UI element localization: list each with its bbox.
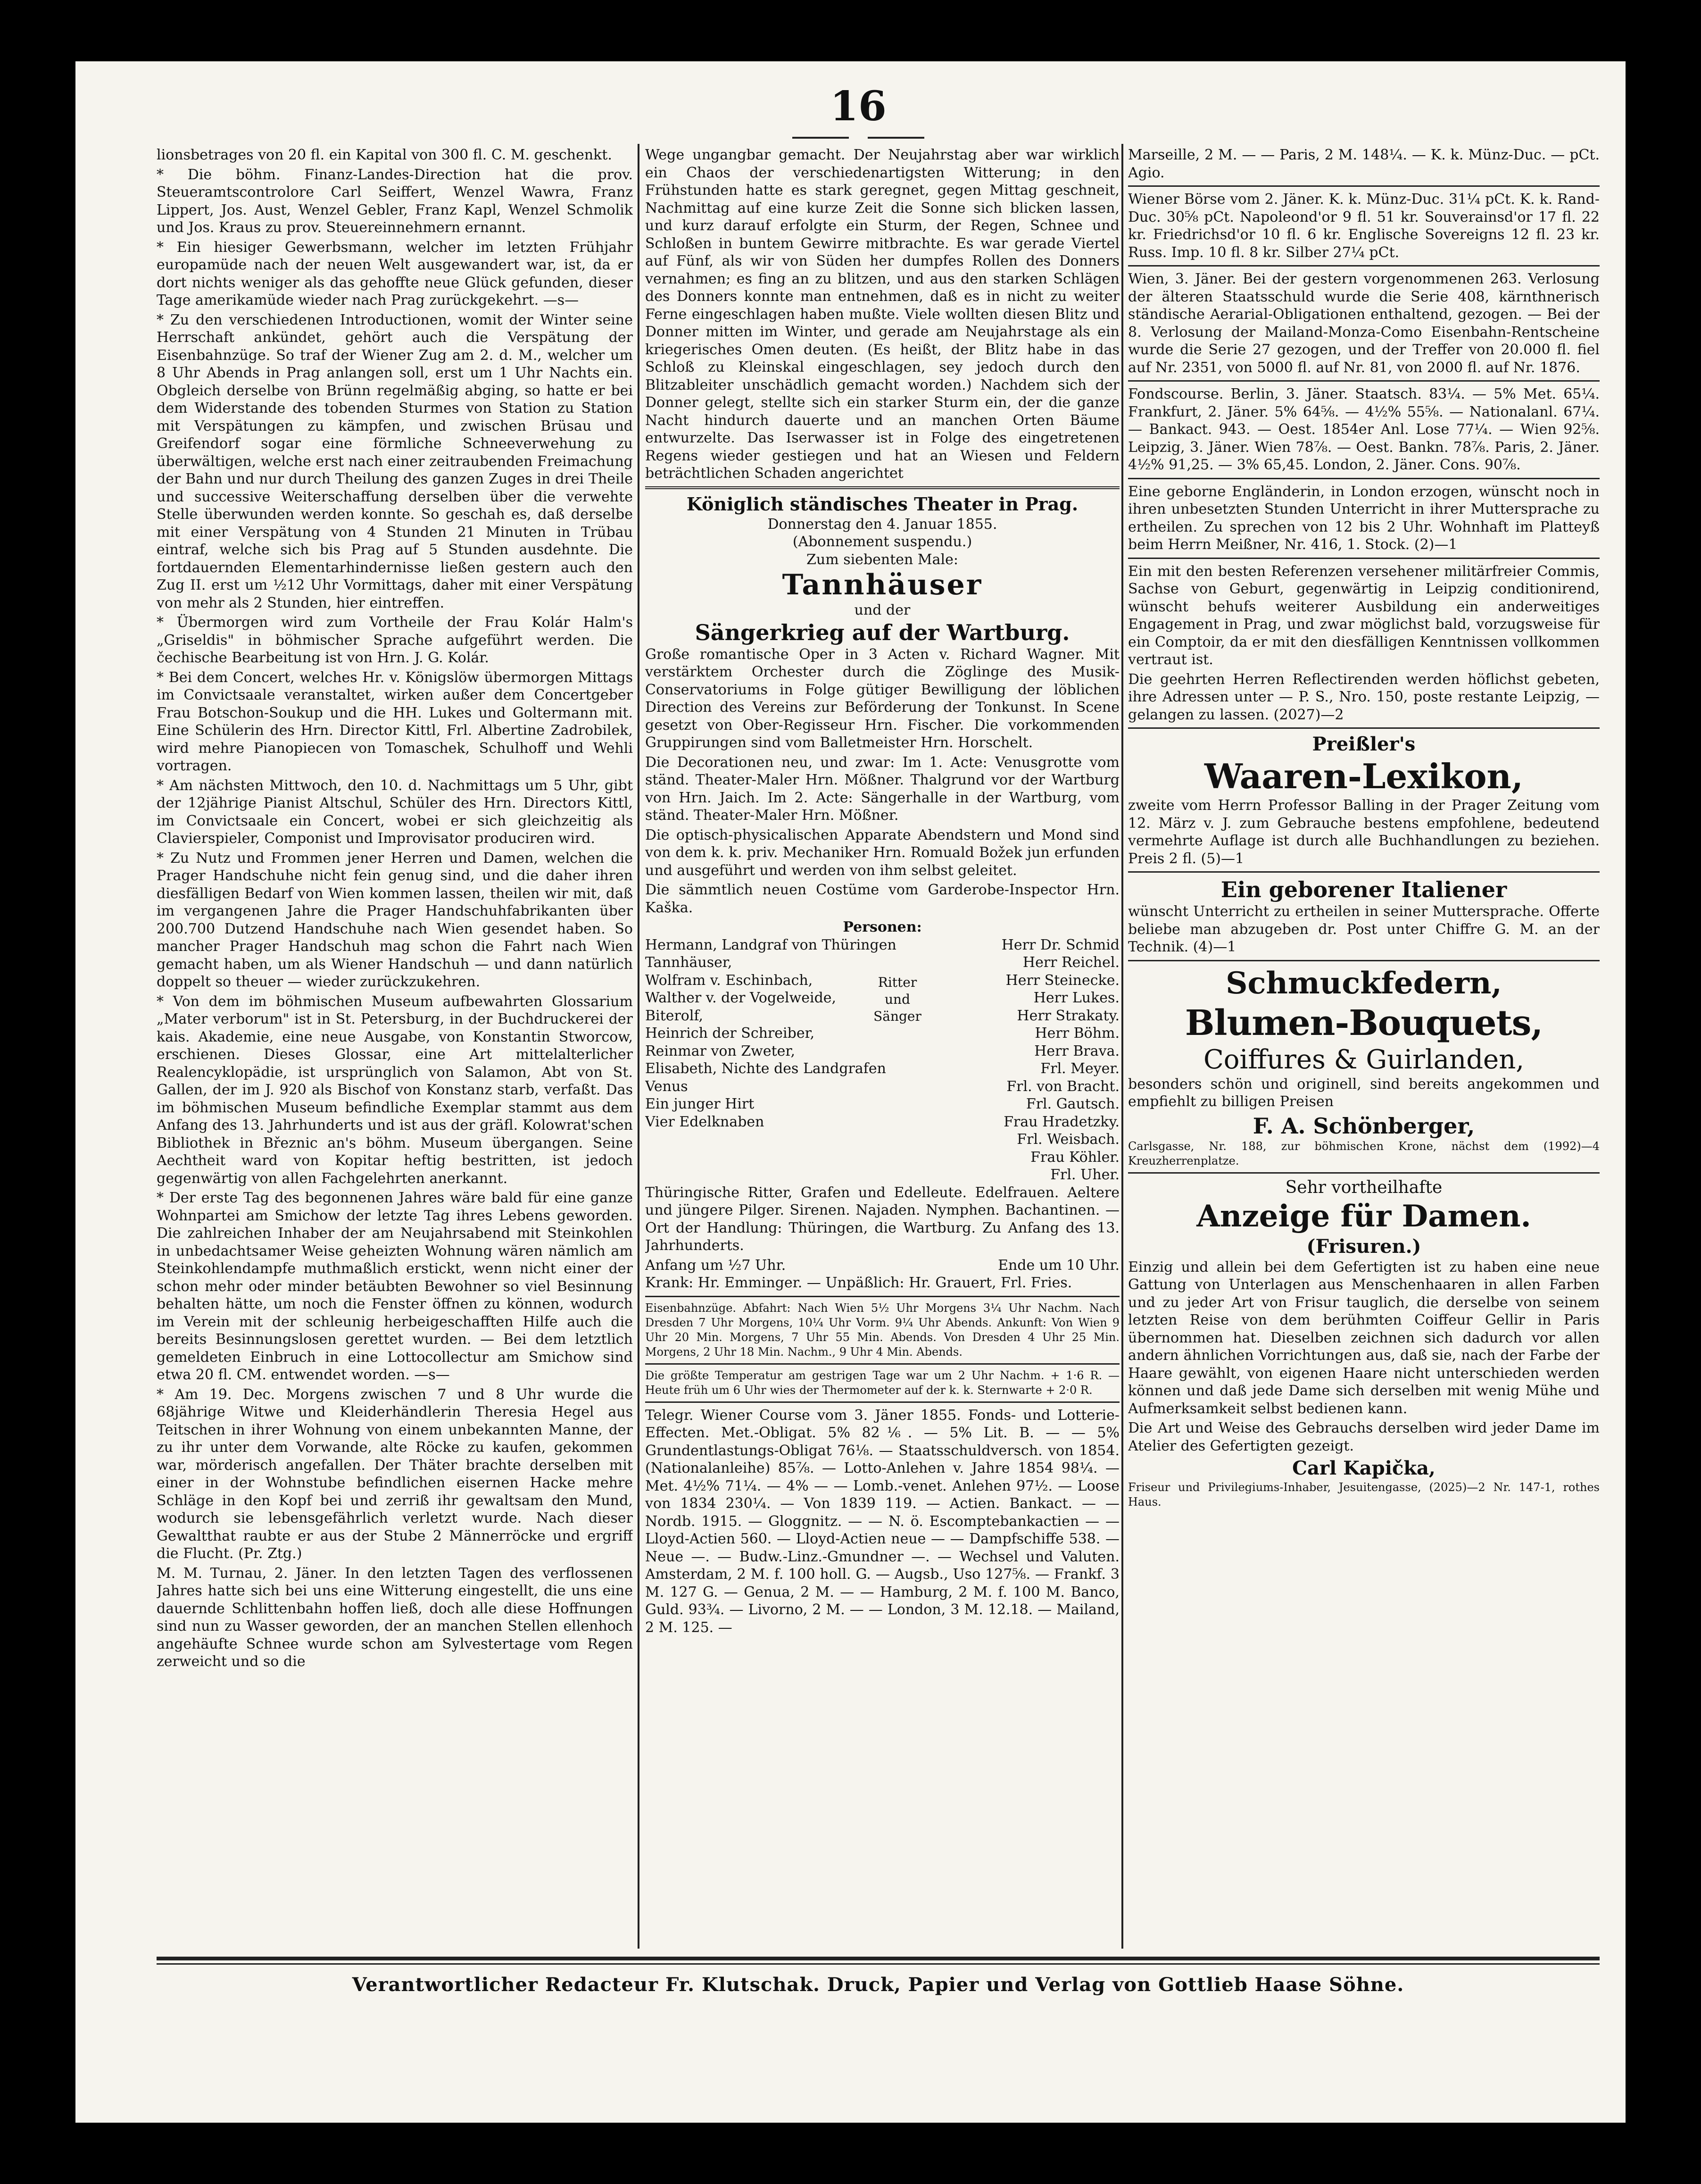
- theater-abonnement: (Abonnement suspendu.): [792, 533, 972, 550]
- ad-ladies-title: Anzeige für Damen.: [1196, 1198, 1531, 1234]
- column-divider: [638, 144, 639, 1949]
- cast-list: [645, 936, 1120, 1184]
- cast-row: Frl. Weisbach.: [1017, 1131, 1120, 1148]
- cast-row: Walther v. der Vogelweide, Herr Lukes.: [645, 990, 1120, 1006]
- fund-rates: Fondscourse. Berlin, 3. Jäner. Staatsch. 83¼. — 5% Met. 65¼. Frankfurt, 2. Jäner. 5% 64⅝. — 4½% 55⅝. — Nationalanl. 67¼. — Bankact. 943. — Oest. 1854er Anl. Lose 77¼. — Wien 92⅝. Leipzig, 3. Jäner. Wien 78⅞. — Oest. Bankn. 78⅞. Paris, 2. Jäner. 4½% 91,25. — 3% 65,45. London, 2. Jäner. Cons. 90⅞.: [1128, 386, 1600, 473]
- theater-date: Donnerstag den 4. Januar 1855.: [767, 516, 997, 533]
- column-1: [157, 146, 633, 1951]
- ad-english-lessons: Eine geborne Engländerin, in London erzogen, wünscht noch in ihren unbesetzten Stunden Unterricht in ihrer Muttersprache zu ertheilen. Zu sprechen von 12 bis 2 Uhr. Wohnhaft im Platteyß beim Herrn Meißner, Nr. 416, 1. Stock. (2)—1: [1128, 483, 1600, 553]
- ad-ladies-address: Friseur und Privilegiums-Inhaber, Jesuitengasse, (2025)—2 Nr. 147-1, rothes Haus.: [1128, 1481, 1600, 1509]
- ad-ladies-body2: Die Art und Weise des Gebrauchs derselben wird jeder Dame im Atelier des Gefertigten gezeigt.: [1128, 1420, 1600, 1454]
- ad-ladies-subtitle: (Frisuren.): [1306, 1235, 1421, 1258]
- column-divider: [1121, 144, 1123, 1949]
- ad-feathers-name: F. A. Schönberger,: [1253, 1113, 1475, 1139]
- news-item: lionsbetrages von 20 fl. ein Kapital von 300 fl. C. M. geschenkt.: [157, 147, 612, 163]
- news-item: * Am nächsten Mittwoch, den 10. d. Nachmittags um 5 Uhr, gibt der 12jährige Pianist Altschul, Schüler des Hrn. Directors Kittl, im Convictsaale ein Concert, wobei er sich gleichzeitig als Clavierspieler, Componist und Improvisator produciren wird.: [157, 777, 633, 847]
- page-number: 16: [830, 83, 887, 130]
- footer-rule-thin: [157, 1963, 1600, 1965]
- opera-costumes: Die sämmtlich neuen Costüme vom Garderobe-Inspector Hrn. Kaška.: [645, 882, 1120, 916]
- exchange-rates-cont: Marseille, 2 M. — — Paris, 2 M. 148¼. — K. k. Münz-Duc. — pCt. Agio.: [1128, 147, 1600, 181]
- page-number-rule-left: [792, 137, 849, 139]
- ad-lexikon-body: zweite vom Herrn Professor Balling in der Prager Zeitung vom 12. März v. J. zum Gebrauche bestens empfohlene, bedeutend vermehrte Auflage ist durch alle Buchhandlungen zu beziehen. Preis 2 fl. (5)—1: [1128, 797, 1600, 867]
- column-3: [1128, 146, 1600, 1951]
- divider: [1128, 265, 1600, 267]
- ad-feathers-line2: Blumen-Bouquets,: [1185, 1002, 1543, 1043]
- news-item: * Zu Nutz und Frommen jener Herren und Damen, welchen die Prager Handschuhe nicht fein genug sind, und die daher ihren diesfälligen Bedarf von Wien kommen lassen, theilen wir mit, daß im vergangenen Jahre die Prager Handschuhfabrikanten über 200.700 Dutzend Handschuhe nach Wien gesendet haben. So mancher Prager Handschuh mag schon die Fahrt nach Wien gemacht haben, um als Wiener Handschuh — und dann natürlich doppelt so theuer — wieder zurückzukehren.: [157, 850, 633, 990]
- ad-ladies-body: Einzig und allein bei dem Gefertigten ist zu haben eine neue Gattung von Unterlagen aus Menschenhaaren in allen Farben und zu jeder Art von Frisur tauglich, die derselbe von seinem letzten Reise von dem berühmten Coiffeur Gellir in Paris übernommen hat. Dieselben zeichnen sich dadurch vor allen andern ähnlichen Vorrichtungen aus, daß sie, nach der Farbe der Haare gewählt, von eigenen Haare nicht unterschieden werden können und daß jede Dame sich derselben mit wenig Mühe und Aufmerksamkeit selbst bedienen kann.: [1128, 1259, 1600, 1417]
- cast-heading: Personen:: [843, 919, 922, 935]
- divider: [1128, 558, 1600, 559]
- divider: [1128, 871, 1600, 873]
- page-number-rule-right: [868, 137, 924, 139]
- opera-title: Tannhäuser: [782, 568, 983, 601]
- temperature-report: Die größte Temperatur am gestrigen Tage war um 2 Uhr Nachm. + 1·6 R. — Heute früh um 6 Uhr wies der Thermometer auf der k. k. Sternwarte + 2·0 R.: [645, 1368, 1120, 1397]
- cast-row: Reinmar von Zweter, Herr Brava.: [645, 1042, 1120, 1059]
- divider: [1128, 960, 1600, 961]
- ritter-bracket-label: Ritter und Sänger: [873, 974, 921, 1024]
- news-item: * Der erste Tag des begonnenen Jahres wäre bald für eine ganze Wohnpartei am Smichow der letzte Tag ihres Lebens geworden. Die zahlreichen Inhaber der am Neujahrsabend mit Steinkohlen in unbedachtsamer Weise geheizten Wohnung wären nämlich am Steinkohlendampfe muthmaßlich erstickt, wenn nicht einer der schon mehr oder minder betäubten Bewohner so viel Besinnung behalten hätte, um noch die Fenster öffnen zu können, wodurch im Verein mit der schleunig herbeigeschafften Hilfe auch die bereits Besinnungslosen gerettet wurden. — Bei dem letztlich gemeldeten Einbruch in eine Lottocollectur am Smichow sind etwa 20 fl. CM. entwendet worden. —s—: [157, 1190, 633, 1383]
- divider: [1128, 478, 1600, 479]
- opera-times: Anfang um ½7 Uhr. Ende um 10 Uhr.: [645, 1257, 1120, 1274]
- ad-feathers-line3: Coiffures & Guirlanden,: [1203, 1044, 1525, 1075]
- opera-und: und der: [854, 602, 911, 618]
- news-item: * Ein hiesiger Gewerbsmann, welcher im letzten Frühjahr europamüde nach der neuen Welt ausgewandert war, ist, da er dort nichts weniger als das gehoffte neue Glück gefunden, dieser Tage amerikamüde wieder nach Prag zurückgekehrt. —s—: [157, 239, 633, 308]
- opera-decorations: Die Decorationen neu, und zwar: Im 1. Acte: Venusgrotte vom ständ. Theater-Maler Hrn. Mößner. Thalgrund vor der Wartburg von Hrn. Jaich. Im 2. Acte: Sängerhalle in der Wartburg, vom ständ. Theater-Maler Hrn. Mößner.: [645, 754, 1120, 824]
- ad-lexikon-title: Waaren-Lexikon,: [1204, 756, 1523, 796]
- column-2: [645, 146, 1120, 1951]
- cast-row: Frl. Uher.: [1050, 1167, 1120, 1183]
- ad-italian-body: wünscht Unterricht zu ertheilen in seiner Muttersprache. Offerte beliebe man abzugeben dr. Post unter Chiffre G. M. an der Technik. (4)—1: [1128, 903, 1600, 955]
- cast-row: Wolfram v. Eschinbach, Herr Steinecke.: [645, 972, 1120, 989]
- news-item: * Zu den verschiedenen Introductionen, womit der Winter seine Herrschaft ankündet, gehört auch die Verspätung der Eisenbahnzüge. So traf der Wiener Zug am 2. d. M., welcher um 8 Uhr Abends in Prag anlangen soll, erst um 1 Uhr Nachts ein. Obgleich derselbe von Brünn regelmäßig abging, so hatte er bei dem Widerstande des tobenden Sturmes von Station zu Station mit Verspätungen zu kämpfen, und zwischen Brüsau und Greifendorf sogar eine förmliche Schneeverwehung zu überwältigen, welche erst nach einer zeitraubenden Freimachung der Bahn und nur durch Theilung des ganzen Zuges in drei Theile und successive Weiterschaffung derselben über die verwehte Stelle überwunden werden konnte. So geschah es, daß derselbe mit einer Verspätung von 4 Stunden 21 Minuten in Trübau eintraf, welche sich bis Prag auf 5 Stunden ausdehnte. Die fortdauernden Elementarhindernisse ließen gestern auch den Zug II. erst um ½12 Uhr Vormittags, daher mit einer Verspätung von mehr als 2 Stunden, hier eintreffen.: [157, 311, 633, 611]
- vienna-bourse: Wiener Börse vom 2. Jäner. K. k. Münz-Duc. 31¼ pCt. K. k. Rand-Duc. 30⅝ pCt. Napoleond'or 9 fl. 51 kr. Souverainsd'or 17 fl. 22 kr. Friedrichsd'or 10 fl. 6 kr. Englische Sovereigns 12 fl. 23 kr. Russ. Imp. 10 fl. 8 kr. Silber 27¼ pCt.: [1128, 191, 1600, 261]
- imprint-footer: Verantwortlicher Redacteur Fr. Klutschak. Druck, Papier und Verlag von Gottlieb Haase Söhne.: [352, 1974, 1404, 1996]
- news-item: M. M. Turnau, 2. Jäner. In den letzten Tagen des verflossenen Jahres hatte sich bei uns eine Witterung eingestellt, die uns eine dauernde Schlittenbahn hoffen ließ, doch alle diese Hoffnungen sind nun zu Wasser geworden, der an manchen Stellen ellenhoch angehäufte Schnee wurde schon am Sylvestertage vom Regen zerweicht und so die: [157, 1565, 633, 1670]
- ad-ladies-pre: Sehr vortheilhafte: [1285, 1177, 1443, 1197]
- ad-feathers-line1: Schmuckfedern,: [1226, 965, 1502, 1001]
- news-item: * Übermorgen wird zum Vortheile der Frau Kolár Halm's „Griseldis" in böhmischer Sprache aufgeführt werden. Die čechische Bearbeitung ist von Hrn. J. G. Kolár.: [157, 614, 633, 666]
- railway-times: Eisenbahnzüge. Abfahrt: Nach Wien 5½ Uhr Morgens 3¼ Uhr Nachm. Nach Dresden 7 Uhr Morgens, 10¼ Uhr Vorm. 9¼ Uhr Abends. Ankunft: Von Wien 9 Uhr 20 Min. Morgens, 7 Uhr 55 Min. Abends. Von Dresden 4 Uhr 25 Min. Morgens, 2 Uhr 18 Min. Nachm., 9 Uhr 4 Min. Abends.: [645, 1301, 1120, 1359]
- theater-performance: Zum siebenten Male:: [806, 551, 958, 568]
- divider: [1128, 185, 1600, 187]
- ad-commis: Ein mit den besten Referenzen versehener militärfreier Commis, Sachse von Geburt, gegenwärtig in Leipzig conditionirend, wünscht behufs weiterer Ausbildung ein anderweitiges Engagement in Prag, und zwar möglichst bald, vorzugsweise für ein Comptoir, da er mit den diesfälligen Kenntnissen vollkommen vertraut ist.: [1128, 563, 1600, 668]
- opera-chorus: Thüringische Ritter, Grafen und Edelleute. Edelfrauen. Aeltere und jüngere Pilger. Sirenen. Najaden. Nymphen. Bachantinen. — Ort der Handlung: Thüringen, die Wartburg. Zu Anfang des 13. Jahrhunderts.: [645, 1184, 1120, 1254]
- opera-sick: Krank: Hr. Emminger. — Unpäßlich: Hr. Grauert, Frl. Fries.: [645, 1275, 1072, 1291]
- ad-lexikon-pre: Preißler's: [1312, 733, 1416, 755]
- opera-description: Große romantische Oper in 3 Acten v. Richard Wagner. Mit verstärktem Orchester durch die Zöglinge des Musik-Conservatoriums in Folge gütiger Bewilligung der löblichen Direction des Vereins zur Beförderung der Tonkunst. In Scene gesetzt von Ober-Regisseur Hrn. Fischer. Die vorkommenden Gruppirungen sind vom Balletmeister Hrn. Horschelt.: [645, 646, 1120, 751]
- divider: [645, 1401, 1120, 1403]
- divider: [1128, 1172, 1600, 1174]
- ad-feathers-body: besonders schön und originell, sind bereits angekommen und empfiehlt zu billigen Preisen: [1128, 1075, 1600, 1110]
- ad-italian-title: Ein geborener Italiener: [1220, 877, 1507, 902]
- footer-rule-thick: [157, 1957, 1600, 1960]
- divider: [1128, 380, 1600, 382]
- cast-row: Biterolf, Herr Strakaty.: [645, 1007, 1120, 1024]
- newspaper-page: [75, 61, 1626, 2123]
- theater-title: Königlich ständisches Theater in Prag.: [686, 493, 1079, 515]
- news-item: * Von dem im böhmischen Museum aufbewahrten Glossarium „Mater verborum" ist in St. Petersburg, in der Buchdruckerei der kais. Akademie, eine neue Ausgabe, von Konstantin Stworcow, erschienen. Dieses Glossar, eine Art mittelalterlicher Realencyklopädie, ist ursprünglich von Salamon, Abt von St. Gallen, der im J. 920 als Bischof von Konstanz starb, verfaßt. Das im böhmischen Museum befindliche Exemplar stammt aus dem Anfang des 13. Jahrhunderts und ist aus der gräfl. Kolowrat'schen Bibliothek in Březnic an's böhm. Museum übergangen. Seine Aechtheit ward von Kopitar heftig bestritten, ist jedoch gegenwärtig von allen Fachgelehrten anerkannt.: [157, 993, 633, 1187]
- exchange-rates: Telegr. Wiener Course vom 3. Jäner 1855. Fonds- und Lotterie-Effecten. Met.-Obligat. 5% 82⅙. — 5% Lit. B. — — 5% Grundentlastungs-Obligat 76⅛. — Staatsschuldversch. von 1854. (Nationalanleihe) 85⅞. — Lotto-Anlehen v. Jahre 1854 98¼. — Met. 4½% 71¼. — 4% — — Lomb.-venet. Anlehen 97½. — Loose von 1834 230¼. — Von 1839 119. — Actien. Bankact. — — Nordb. 1915. — Gloggnitz. — — N. ö. Escomptebankactien — — Lloyd-Actien 560. — Lloyd-Actien neue — — Dampfschiffe 538. — Neue —. — Budw.-Linz.-Gmundner —. — Wechsel und Valuten. Amsterdam, 2 M. f. 100 holl. G. — Augsb., Uso 127⅝. — Frankf. 3 M. 127 G. — Genua, 2 M. — — Hamburg, 2 M. f. 100 M. Banco, Guld. 93¾. — Livorno, 2 M. — — London, 3 M. 12.18. — Mailand, 2 M. 125. —: [645, 1407, 1120, 1636]
- news-item: * Am 19. Dec. Morgens zwischen 7 und 8 Uhr wurde die 68jährige Witwe und Kleiderhändlerin Theresia Hegel aus Teitschen in ihrer Wohnung von einem unbekannten Manne, der zu ihr unter dem Vorwande, alte Röcke zu kaufen, gekommen war, mörderisch angefallen. Der Thäter brachte derselben mit einer in der Wohnstube befindlichen eisernen Hacke mehre Schläge in den Kopf bei und zerriß ihr gewaltsam den Mund, wodurch sie lebensgefährlich verletzt wurde. Nach dieser Gewaltthat raubte er aus der Stube 2 Männerröcke und ergriff die Flucht. (Pr. Ztg.): [157, 1386, 633, 1562]
- cast-row: Elisabeth, Nichte des Landgrafen Frl. Meyer.: [645, 1060, 1120, 1077]
- news-item: Wege ungangbar gemacht. Der Neujahrstag aber war wirklich ein Chaos der verschiedenartigsten Witterung; in den Frühstunden hatte es stark geregnet, gegen Mittag geschneit, Nachmittag auf eine kurze Zeit die Sonne sich blicken lassen, und kurz darauf erfolgte ein Sturm, der Regen, Schnee und Schloßen in buntem Gewirre mitbrachte. Es war gerade Viertel auf Fünf, als wir von Süden her dumpfes Rollen des Donners vernahmen; es fing an zu blitzen, und aus den starken Schlägen des Donners konnte man entnehmen, daß es in nicht zu weiter Ferne eingeschlagen haben mußte. Viele wollten diesen Blitz und Donner mitten im Winter, und gerade am Neujahrstage als ein kriegerisches Omen deuten. (Es heißt, der Blitz habe in das Schloß zu Kleinskal eingeschlagen, sey jedoch durch den Blitzableiter unschädlich gemacht worden.) Nachdem sich der Donner gelegt, stellte sich ein starker Sturm ein, der die ganze Nacht hindurch dauerte und an manchen Orten Bäume entwurzelte. Das Iserwasser ist in Folge des eingetretenen Regens wieder gestiegen und hat an Wiesen und Feldern beträchtlichen Schaden angerichtet: [645, 147, 1120, 482]
- ad-ladies-name: Carl Kapička,: [1292, 1457, 1435, 1479]
- cast-row: Tannhäuser, Herr Reichel.: [645, 954, 1120, 971]
- opera-subtitle: Sängerkrieg auf der Wartburg.: [695, 619, 1070, 645]
- cast-row: Frau Köhler.: [1030, 1149, 1120, 1166]
- divider: [645, 1363, 1120, 1365]
- vienna-lottery-news: Wien, 3. Jäner. Bei der gestern vorgenommenen 263. Verlosung der älteren Staatsschuld wurde die Serie 408, kärnthnerisch ständische Aerarial-Obligationen enthaltend, gezogen. — Bei der 8. Verlosung der Mailand-Monza-Como Eisenbahn-Rentscheine wurde die Serie 27 gezogen, und der Treffer von 20.000 fl. fiel auf Nr. 2351, von 5000 fl. auf Nr. 81, von 2000 fl. auf Nr. 1876.: [1128, 271, 1600, 376]
- divider: [645, 486, 1120, 489]
- cast-row: Ein junger Hirt Frl. Gautsch.: [645, 1096, 1120, 1112]
- ad-feathers-address: Carlsgasse, Nr. 188, zur böhmischen Krone, nächst dem (1992)—4 Kreuzherrenplatze.: [1128, 1139, 1600, 1167]
- cast-row: Hermann, Landgraf von Thüringen Herr Dr. Schmid: [645, 936, 1120, 953]
- ad-commis-contact: Die geehrten Herren Reflectirenden werden höflichst gebeten, ihre Adressen unter — P. S., Nro. 150, poste restante Leipzig, — gelangen zu lassen. (2027)—2: [1128, 671, 1600, 723]
- opera-apparatus: Die optisch-physicalischen Apparate Abendstern und Mond sind von dem k. k. priv. Mechaniker Hrn. Romuald Božek jun erfunden und ausgeführt und werden von ihm selbst geleitet.: [645, 826, 1120, 879]
- cast-row: Heinrich der Schreiber, Herr Böhm.: [645, 1025, 1120, 1042]
- cast-row: Venus Frl. von Bracht.: [645, 1078, 1120, 1095]
- news-item: * Die böhm. Finanz-Landes-Direction hat die prov. Steueramtscontrolore Carl Seiffert, Wenzel Wawra, Franz Lippert, Jos. Aust, Wenzel Gebler, Franz Kapl, Wenzel Schmolik und Jos. Kraus zu prov. Steuereinnehmern ernannt.: [157, 166, 633, 236]
- divider: [1128, 727, 1600, 729]
- divider: [645, 1296, 1120, 1297]
- cast-row: Vier Edelknaben Frau Hradetzky.: [645, 1113, 1120, 1130]
- news-item: * Bei dem Concert, welches Hr. v. Königslöw übermorgen Mittags im Convictsaale veranstaltet, wirken außer dem Concertgeber Frau Botschon-Soukup und die HH. Lukes und Goltermann mit. Eine Schülerin des Hrn. Director Kittl, Frl. Albertine Zadrobilek, wird mehre Pianopiecen von Tomaschek, Schulhoff und Wehli vortragen.: [157, 669, 633, 774]
